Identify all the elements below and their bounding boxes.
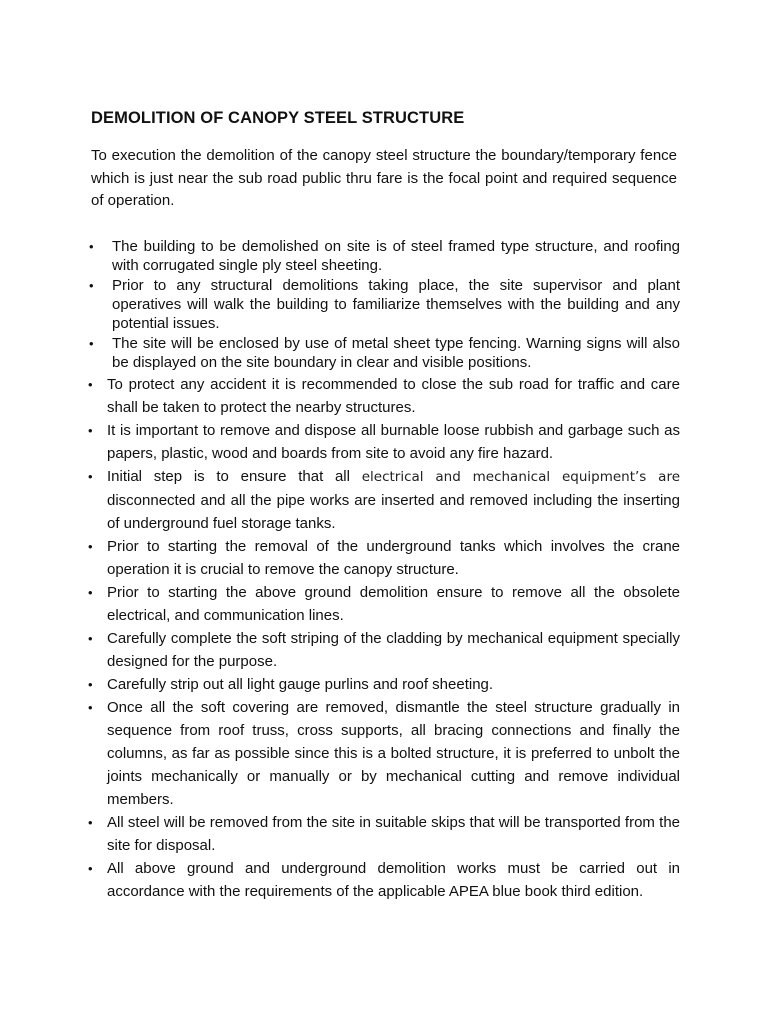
list-item <box>88 237 680 275</box>
list-item-text: Carefully complete the soft striping of the cladding by mechanical equipment specially designed for the purpose. <box>107 630 680 670</box>
list-item-text: All steel will be removed from the site in suitable skips that will be transported from the site for disposal. <box>107 814 680 854</box>
bullet-icon: • <box>89 336 94 351</box>
intro-paragraph: To execution the demolition of the canopy steel structure the boundary/temporary fence which is just near the sub road public thru fare is the focal point and required sequence of operation. <box>91 147 677 209</box>
list-item-text: The building to be demolished on site is of steel framed type structure, and roofing with corrugated single ply steel sheeting. <box>112 238 680 274</box>
list-item <box>88 581 680 627</box>
bullet-icon: • <box>88 700 93 715</box>
list-item-text-styled: electrical and mechanical equipment’s are <box>361 469 681 485</box>
list-item <box>88 857 680 903</box>
list-item <box>88 419 680 465</box>
list-item-text <box>107 468 680 532</box>
bullet-icon: • <box>88 377 93 392</box>
bullet-icon: • <box>89 278 94 293</box>
bullet-icon: • <box>88 861 93 876</box>
list-item-text: Prior to starting the removal of the underground tanks which involves the crane operation it is crucial to remove the canopy structure. <box>107 538 680 578</box>
bullet-list <box>88 237 680 903</box>
bullet-icon: • <box>88 469 93 484</box>
list-item <box>88 811 680 857</box>
list-item <box>88 465 680 535</box>
list-item-text: To protect any accident it is recommended to close the sub road for traffic and care shall be taken to protect the nearby structures. <box>107 376 680 416</box>
bullet-icon: • <box>89 239 94 254</box>
bullet-icon: • <box>88 631 93 646</box>
list-item-text: Carefully strip out all light gauge purlins and roof sheeting. <box>107 676 494 693</box>
list-item-text-start: Initial step is to ensure that all <box>107 468 362 485</box>
bullet-icon: • <box>88 815 93 830</box>
list-item-text-end: disconnected and all the pipe works are inserted and removed including the inserting of underground fuel storage tanks. <box>107 492 680 532</box>
list-item-text: Prior to starting the above ground demolition ensure to remove all the obsolete electrical, and communication lines. <box>107 584 680 624</box>
list-item-text: The site will be enclosed by use of metal sheet type fencing. Warning signs will also be displayed on the site boundary in clear and visible positions. <box>112 335 680 371</box>
list-item <box>88 627 680 673</box>
list-item <box>88 276 680 333</box>
list-item-text: Once all the soft covering are removed, dismantle the steel structure gradually in sequence from roof truss, cross supports, all bracing connections and finally the columns, as far as possible since this is a bolted structure, it is preferred to unbolt the joints mechanically or manually or by mechanical cutting and remove individual members. <box>107 699 680 808</box>
bullet-icon: • <box>88 539 93 554</box>
bullet-icon: • <box>88 585 93 600</box>
document-title: DEMOLITION OF CANOPY STEEL STRUCTURE <box>91 109 465 127</box>
list-item-text: It is important to remove and dispose all burnable loose rubbish and garbage such as papers, plastic, wood and boards from site to avoid any fire hazard. <box>107 422 680 462</box>
list-item-text: Prior to any structural demolitions taking place, the site supervisor and plant operatives will walk the building to familiarize themselves with the building and any potential issues. <box>112 277 680 332</box>
list-item <box>88 334 680 372</box>
list-item <box>88 696 680 811</box>
bullet-icon: • <box>88 677 93 692</box>
bullet-icon: • <box>88 423 93 438</box>
list-item <box>88 673 680 696</box>
list-item <box>88 373 680 419</box>
list-item-text: All above ground and underground demolition works must be carried out in accordance with the requirements of the applicable APEA blue book third edition. <box>107 860 680 900</box>
list-item <box>88 535 680 581</box>
